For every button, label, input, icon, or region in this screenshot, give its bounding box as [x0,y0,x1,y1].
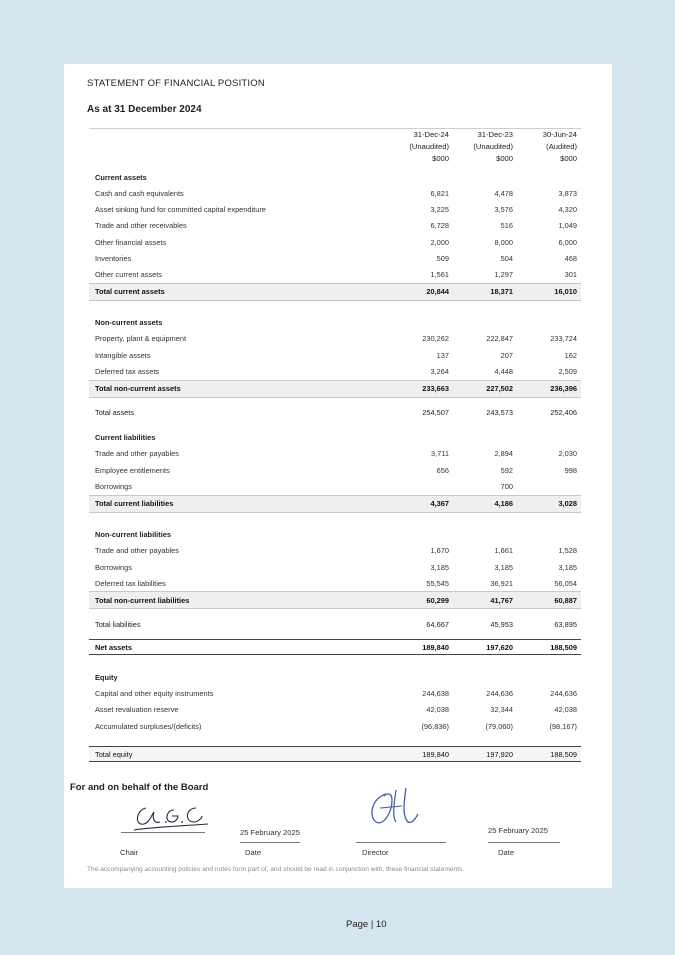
table-body [89,167,581,762]
value-cell-col2: 3,185 [494,562,513,572]
row-label: Trade and other receivables [95,221,187,231]
value-cell-col3: 3,028 [517,495,581,512]
spacer-cell [89,655,581,668]
chair-date-label: Date [245,848,262,857]
value-cell-col2: 4,478 [494,188,513,198]
total-row [89,609,581,640]
table-row [89,685,581,701]
row-label: Trade and other payables [95,449,179,459]
value-cell-col1: 64,667 [426,619,449,629]
table-row [89,250,581,266]
value-cell-col3: 1,528 [558,546,577,556]
row-label: Asset sinking fund for committed capital expenditure [95,204,266,214]
table-row [89,234,581,250]
value-cell-col2: 3,576 [494,204,513,214]
row-label: Asset revaluation reserve [95,705,179,715]
column-date: 31-Dec-23 [477,130,513,139]
row-label: Accumulated surpluses/(deficits) [95,721,202,731]
column-header-1 [389,129,453,168]
row-label: Borrowings [95,481,132,491]
value-cell-col2: 8,000 [494,237,513,247]
value-cell-col1: 233,663 [389,380,453,397]
value-cell-col3 [517,313,581,331]
table-row [89,462,581,478]
subtotal-row [89,495,581,512]
footnote: The accompanying accounting policies and notes form part of, and should be read in conjunction with, these financial statements. [87,866,465,873]
row-label: Total current assets [89,283,389,300]
column-date: 30-Jun-24 [542,130,577,139]
value-cell-col3: 4,320 [558,204,577,214]
table-row [89,363,581,380]
value-cell-col1: 509 [436,253,449,263]
chair-label: Chair [120,848,139,857]
chair-signature-line [121,832,205,833]
value-cell-col2: 222,847 [486,334,513,344]
value-cell-col3 [517,525,581,543]
value-cell-col3: 162 [564,350,577,360]
chair-signature-date: 25 February 2025 [240,828,300,837]
label-column-header [89,129,389,168]
value-cell-col2: 243,573 [486,408,513,418]
section-heading-row [89,167,581,185]
table-row [89,347,581,363]
director-label: Director [362,848,389,857]
value-cell-col2: 1,297 [494,270,513,280]
value-cell-col3: 236,396 [517,380,581,397]
director-date-line [488,842,560,843]
value-cell-col3: 56,054 [554,578,577,588]
row-label: Total assets [95,408,135,418]
table-row [89,218,581,234]
value-cell-col2: 4,186 [453,495,517,512]
value-cell-col3: 3,873 [558,188,577,198]
value-cell-col2: 18,371 [453,283,517,300]
value-cell-col1 [389,478,453,495]
section-heading: Current liabilities [95,433,156,443]
value-cell-col2: 504 [500,253,513,263]
value-cell-col1 [389,313,453,331]
value-cell-col3 [517,167,581,185]
table-row [89,446,581,462]
subtotal-row [89,380,581,397]
table-row [89,201,581,217]
row-label: Property, plant & equipment [95,334,187,344]
value-cell-col1: 3,185 [430,562,449,572]
value-cell-col1: 6,728 [430,221,449,231]
value-cell-col3: 301 [564,270,577,280]
section-heading: Non-current assets [95,318,163,328]
page-number: Page | 10 [346,919,387,930]
row-label: Trade and other payables [95,546,179,556]
value-cell-col1: 4,367 [389,495,453,512]
financial-position-table [89,128,581,762]
value-cell-col3: 2,509 [558,367,577,377]
value-cell-col2: 32,344 [490,705,513,715]
director-signature-icon [362,786,422,832]
value-cell-col2: 207 [500,350,513,360]
spacer-cell [89,300,581,313]
row-label: Total non-current liabilities [89,592,389,609]
table-row [89,478,581,495]
table-row [89,266,581,283]
spacer-row [89,512,581,525]
row-label: Total non-current assets [89,380,389,397]
column-header-2 [453,129,517,168]
table-row [89,185,581,201]
value-cell-col1: 230,262 [422,334,449,344]
value-cell-col2: 592 [500,465,513,475]
value-cell-col2: 244,636 [486,689,513,699]
value-cell-col1: 55,545 [426,578,449,588]
section-heading-row [89,525,581,543]
column-unit: $000 [432,154,449,163]
value-cell-col2: 2,894 [494,449,513,459]
value-cell-col3: 42,038 [554,705,577,715]
value-cell-col2 [453,313,517,331]
value-cell-col1: 244,638 [422,689,449,699]
value-cell-col2: 4,448 [494,367,513,377]
value-cell-col3 [517,667,581,685]
spacer-row [89,655,581,668]
spacer-row [89,300,581,313]
table-row [89,331,581,347]
statement-title: STATEMENT OF FINANCIAL POSITION [87,78,265,89]
value-cell-col3: 6,000 [558,237,577,247]
chair-date-line [240,842,300,843]
statement-subtitle: As at 31 December 2024 [87,104,202,115]
value-cell-col1: 189,840 [389,747,453,762]
column-status: (Audited) [546,142,577,151]
value-cell-col1 [389,667,453,685]
value-cell-col3: 60,887 [517,592,581,609]
value-cell-col3: 244,636 [550,689,577,699]
value-cell-col2: 227,502 [453,380,517,397]
table-row [89,702,581,718]
value-cell-col2 [453,167,517,185]
total-row [89,397,581,428]
section-heading: Equity [95,672,118,682]
row-label: Borrowings [95,562,132,572]
value-cell-col3: 468 [564,253,577,263]
value-cell-col1: 1,670 [430,546,449,556]
row-label: Other current assets [95,270,162,280]
value-cell-col1: 42,038 [426,705,449,715]
value-cell-col2: 45,953 [490,619,513,629]
value-cell-col1 [389,428,453,446]
row-label: Cash and cash equivalents [95,188,184,198]
value-cell-col2: (79,060) [485,721,513,731]
value-cell-col1: 6,821 [430,188,449,198]
value-cell-col3: (98,167) [549,721,577,731]
value-cell-col3: 3,185 [558,562,577,572]
value-cell-col3: 1,049 [558,221,577,231]
value-cell-col1: 60,299 [389,592,453,609]
row-label: Employee entitlements [95,465,170,475]
row-label: Inventories [95,253,132,263]
director-date-label: Date [498,848,515,857]
table-row [89,718,581,734]
subtotal-row [89,592,581,609]
table-row [89,559,581,575]
chair-signature-icon [122,800,214,836]
section-heading-row [89,313,581,331]
row-label: Other financial assets [95,237,167,247]
value-cell-col3 [517,428,581,446]
value-cell-col2: 41,767 [453,592,517,609]
director-signature-date: 25 February 2025 [488,826,548,835]
value-cell-col3 [517,478,581,495]
value-cell-col1 [389,167,453,185]
value-cell-col1: 1,561 [430,270,449,280]
column-status: (Unaudited) [409,142,449,151]
value-cell-col1: 254,507 [422,408,449,418]
section-heading: Current assets [95,172,147,182]
spacer-row [89,734,581,747]
value-cell-col2: 197,620 [453,640,517,655]
row-label: Total liabilities [95,619,141,629]
value-cell-col2: 197,920 [453,747,517,762]
value-cell-col2 [453,667,517,685]
column-status: (Unaudited) [473,142,513,151]
document-page [64,64,612,888]
row-label: Deferred tax liabilities [95,578,166,588]
total-equity-row [89,747,581,762]
spacer-cell [89,734,581,747]
column-unit: $000 [560,154,577,163]
value-cell-col2 [453,428,517,446]
row-label: Intangible assets [95,350,151,360]
value-cell-col2 [453,525,517,543]
value-cell-col1: 656 [436,465,449,475]
value-cell-col3: 63,895 [554,619,577,629]
value-cell-col1: (96,836) [421,721,449,731]
column-header-3 [517,129,581,168]
column-date: 31-Dec-24 [413,130,449,139]
value-cell-col3: 252,406 [550,408,577,418]
value-cell-col2: 516 [500,221,513,231]
spacer-cell [89,512,581,525]
row-label: Deferred tax assets [95,367,160,377]
value-cell-col1: 3,264 [430,367,449,377]
value-cell-col3: 2,030 [558,449,577,459]
value-cell-col1: 189,840 [389,640,453,655]
row-label: Net assets [89,640,389,655]
column-header-row [89,129,581,168]
row-label: Total current liabilities [89,495,389,512]
value-cell-col1: 3,225 [430,204,449,214]
director-signature-line [356,842,446,843]
value-cell-col3: 188,509 [517,640,581,655]
value-cell-col1: 137 [436,350,449,360]
value-cell-col1: 2,000 [430,237,449,247]
value-cell-col2: 700 [500,481,513,491]
column-unit: $000 [496,154,513,163]
value-cell-col1: 3,711 [431,449,449,459]
section-heading-row [89,428,581,446]
table-row [89,575,581,592]
row-label: Capital and other equity instruments [95,689,214,699]
value-cell-col3: 233,724 [550,334,577,344]
value-cell-col3: 998 [564,465,577,475]
value-cell-col2: 1,661 [494,546,513,556]
net-assets-row [89,640,581,655]
subtotal-row [89,283,581,300]
row-label: Total equity [89,747,389,762]
value-cell-col2: 36,921 [490,578,513,588]
table-row [89,543,581,559]
value-cell-col3: 188,509 [517,747,581,762]
value-cell-col1 [389,525,453,543]
signature-block [64,800,612,864]
section-heading: Non-current liabilities [95,530,171,540]
value-cell-col1: 20,844 [389,283,453,300]
board-signature-heading: For and on behalf of the Board [70,782,209,793]
value-cell-col3: 16,010 [517,283,581,300]
section-heading-row [89,667,581,685]
